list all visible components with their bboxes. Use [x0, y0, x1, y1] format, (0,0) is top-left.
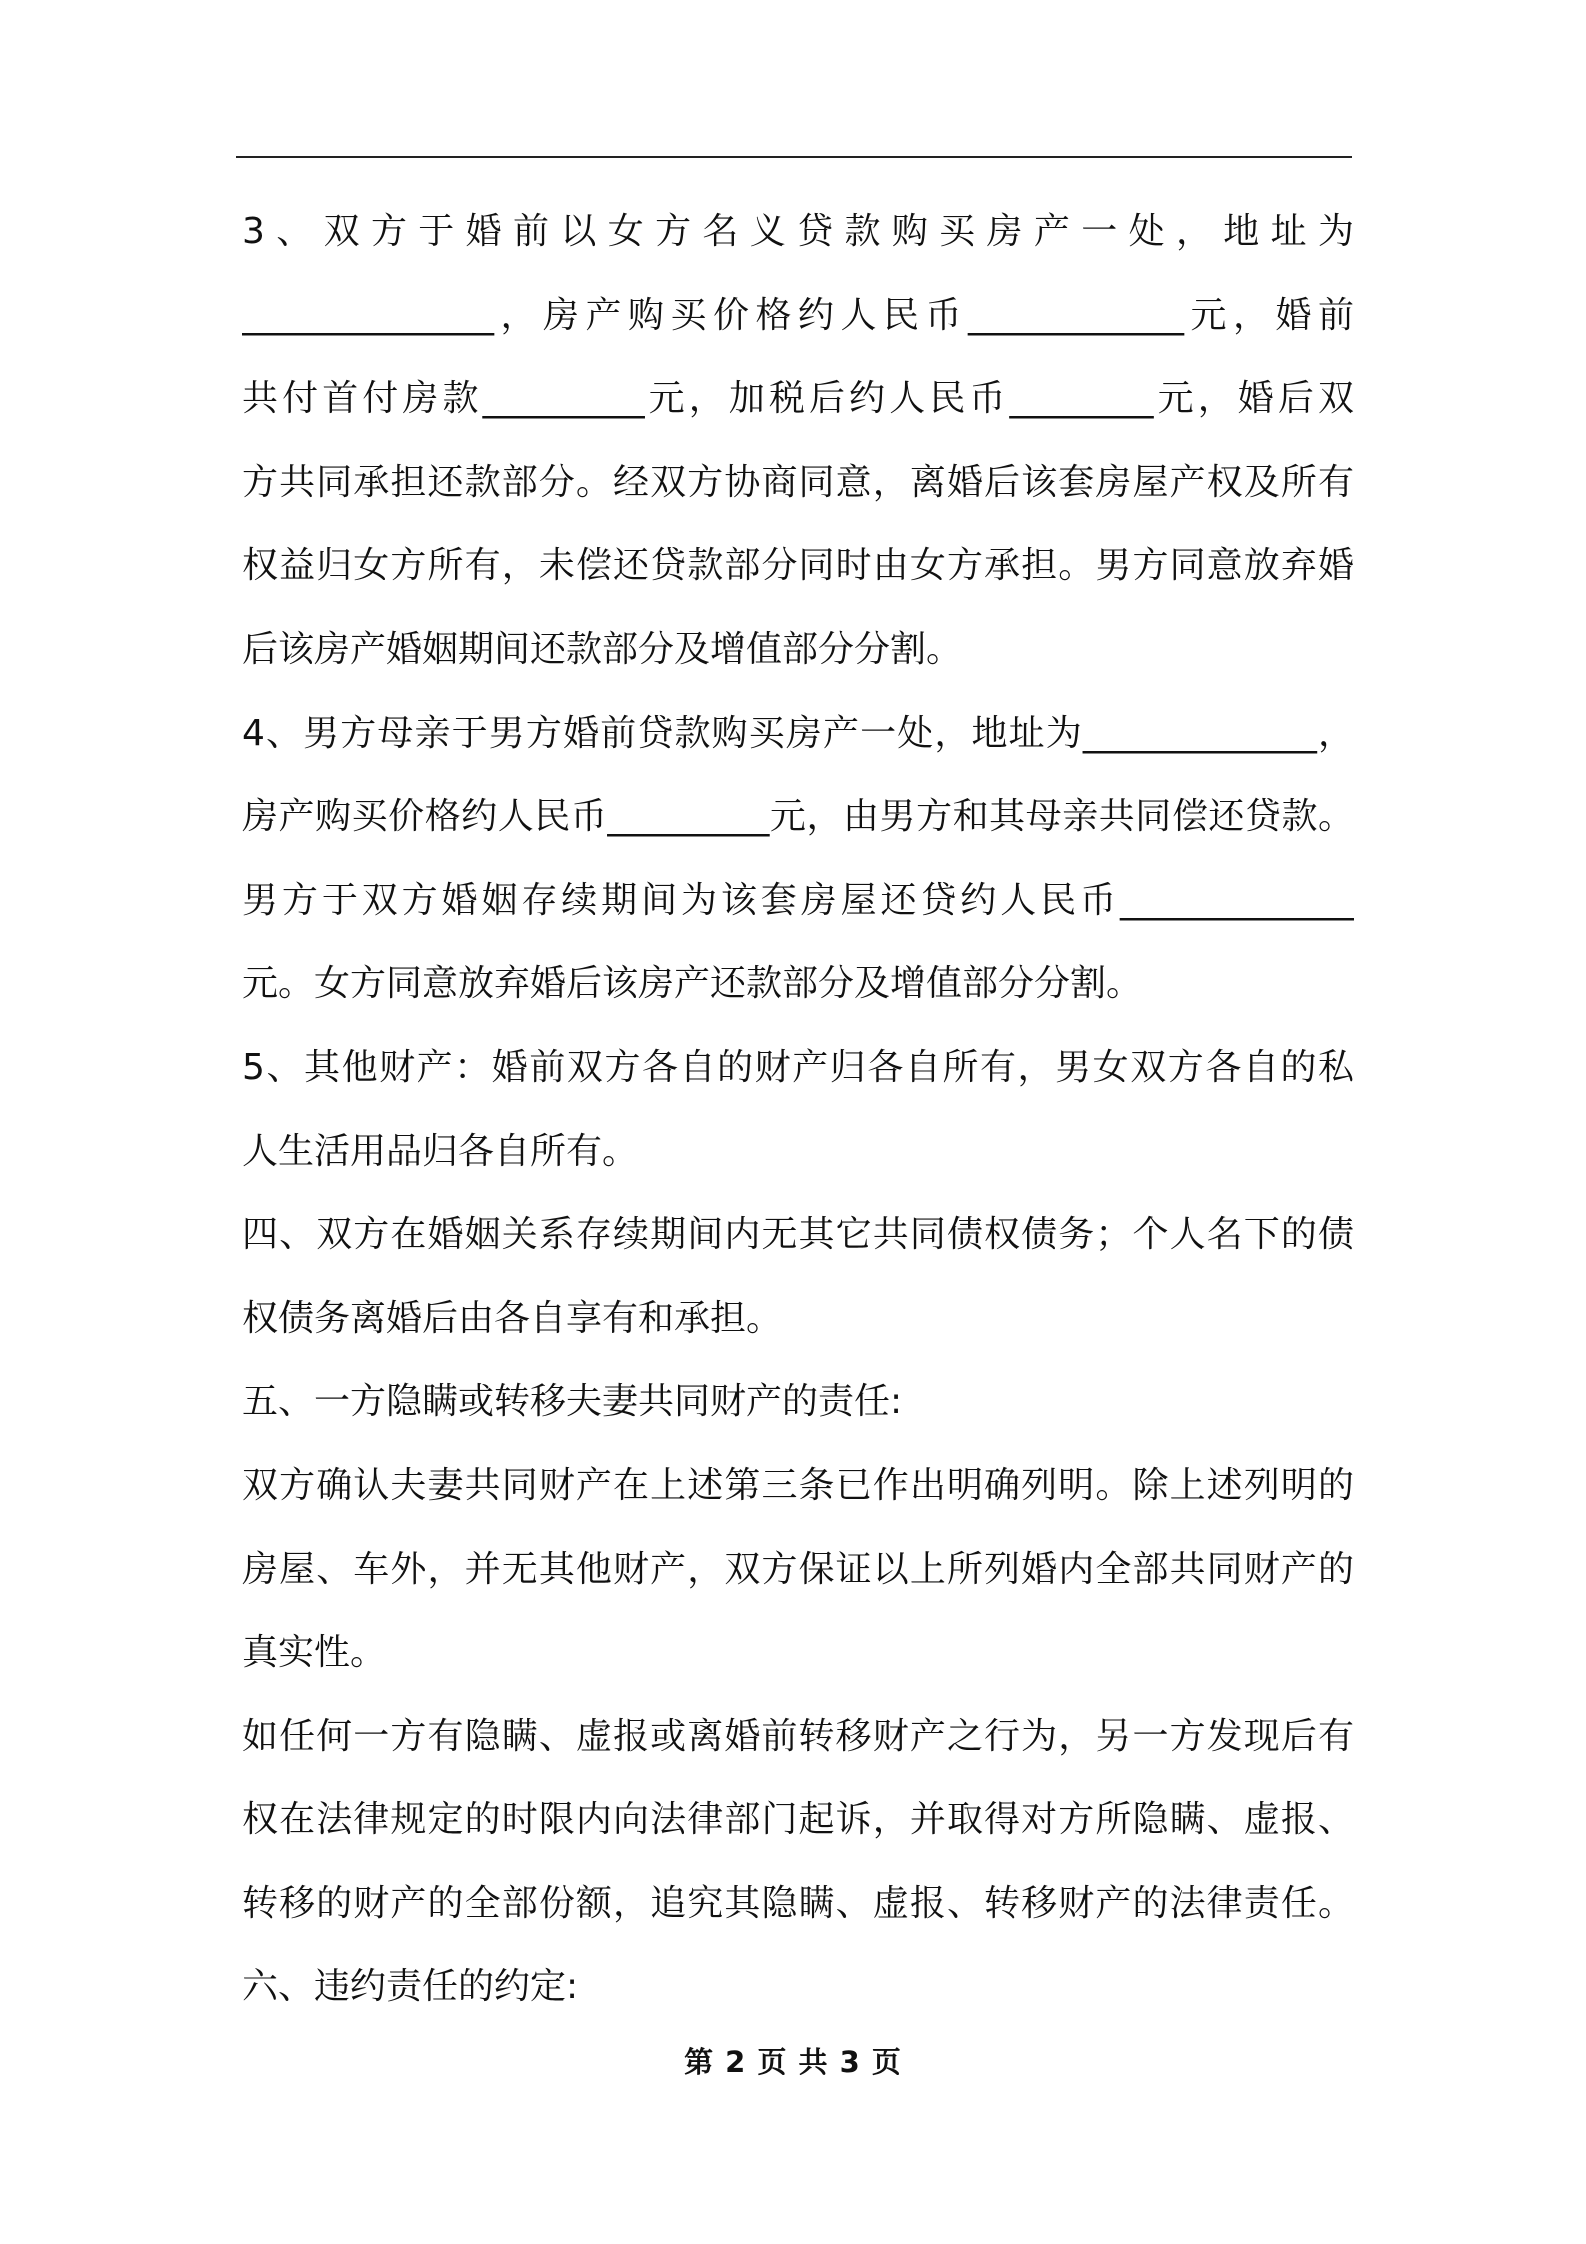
document-body: [242, 190, 1354, 2029]
text-line: 真实性。: [242, 1632, 387, 1674]
text-line: 共付首付房款_________元，加税后约人民币________元，婚后双: [242, 378, 1354, 420]
text-line: 5、其他财产：婚前双方各自的财产归各自所有，男女双方各自的私: [242, 1046, 1354, 1088]
text-line: 权在法律规定的时限内向法律部门起诉，并取得对方所隐瞒、虚报、: [242, 1799, 1354, 1841]
text-line: 房产购买价格约人民币_________元，由男方和其母亲共同偿还贷款。: [242, 796, 1354, 838]
header-rule: [236, 156, 1352, 158]
text-line: 4、男方母亲于男方婚前贷款购买房产一处，地址为_____________，: [242, 712, 1354, 754]
text-line: 男方于双方婚姻存续期间为该套房屋还贷约人民币_____________: [242, 879, 1354, 921]
text-line: 五、一方隐瞒或转移夫妻共同财产的责任:: [242, 1381, 903, 1423]
text-line: 转移的财产的全部份额，追究其隐瞒、虚报、转移财产的法律责任。: [242, 1882, 1354, 1924]
text-line: 元。女方同意放弃婚后该房产还款部分及增值部分分割。: [242, 963, 1143, 1005]
text-line: 四、双方在婚姻关系存续期间内无其它共同债权债务；个人名下的债: [242, 1214, 1354, 1256]
text-line: 方共同承担还款部分。经双方协商同意，离婚后该套房屋产权及所有: [242, 461, 1354, 503]
text-line: 权益归女方所有，未偿还贷款部分同时由女方承担。男方同意放弃婚: [242, 545, 1354, 587]
text-line: 3、双方于婚前以女方名义贷款购买房产一处，地址为: [242, 211, 1354, 252]
text-line: 人生活用品归各自所有。: [242, 1130, 639, 1172]
text-line: 如任何一方有隐瞒、虚报或离婚前转移财产之行为，另一方发现后有: [242, 1715, 1354, 1757]
text-line: 权债务离婚后由各自享有和承担。: [242, 1297, 783, 1339]
text-line: 房屋、车外，并无其他财产，双方保证以上所列婚内全部共同财产的: [242, 1548, 1354, 1590]
page-number-footer: 第 2 页 共 3 页: [684, 2045, 902, 2079]
text-line: 六、违约责任的约定:: [242, 1966, 579, 2008]
text-line: ______________，房产购买价格约人民币____________元，婚前: [242, 294, 1354, 336]
text-line: 后该房产婚姻期间还款部分及增值部分分割。: [242, 628, 963, 670]
text-line: 双方确认夫妻共同财产在上述第三条已作出明确列明。除上述列明的: [242, 1464, 1354, 1506]
